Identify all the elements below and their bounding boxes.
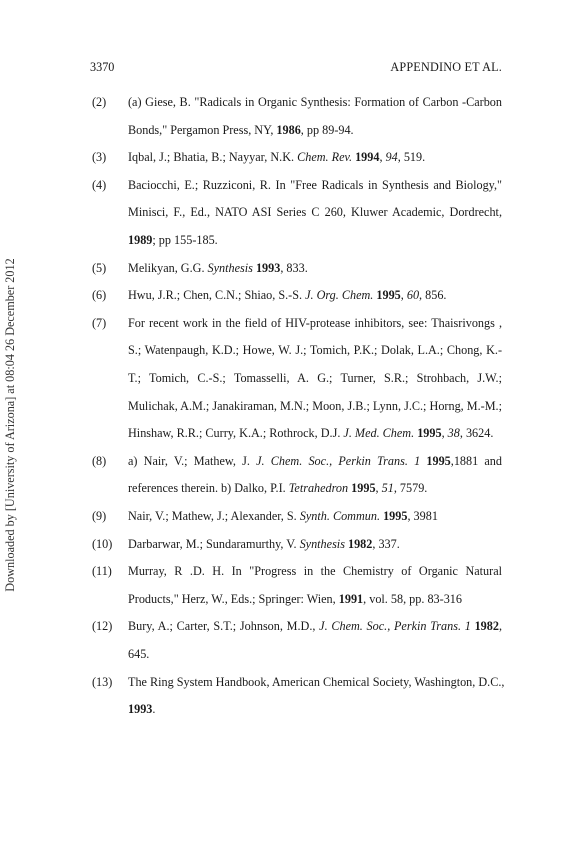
reference-line: [128, 592, 462, 607]
year: 1991: [338, 591, 364, 606]
citation-text: Products," Herz, W., Eds.; Springer: Wien,: [128, 591, 339, 606]
reference-number: (12): [92, 619, 113, 634]
reference-number: (13): [92, 674, 113, 689]
reference-line: [128, 233, 218, 248]
citation-text: , 3981: [407, 509, 438, 523]
journal-title: Synthesis: [299, 536, 345, 551]
reference-line: [128, 123, 354, 138]
citation-text: , pp 89-94.: [300, 122, 354, 137]
journal-title: J. Org. Chem.: [305, 288, 374, 303]
reference-line: [128, 481, 427, 496]
citation-text: S.; Watenpaugh, K.D.; Howe, W. J.; Tomich, P.K.; Dolak, L.A.; Chong, K.-: [128, 343, 502, 358]
reference-line: [128, 702, 155, 717]
citation-text: ,: [400, 288, 407, 303]
reference-line: [128, 343, 502, 358]
citation-text: , 7579.: [393, 481, 428, 496]
page-number: 3370: [90, 60, 115, 74]
citation-text: Murray, R .D. H. In "Progress in the Chemistry of Organic Natural: [128, 564, 502, 579]
reference-line: [128, 288, 446, 303]
citation-text: Hwu, J.R.; Chen, C.N.; Shiao, S.-S.: [128, 288, 306, 303]
journal-title: 38: [447, 426, 460, 441]
reference-line: [128, 205, 502, 220]
journal-title: Tetrahedron: [288, 481, 349, 496]
reference-line: [128, 426, 493, 441]
citation-text: Melikyan, G.G.: [128, 260, 208, 275]
reference-line: [128, 674, 505, 690]
citation-text: Nair, V.; Mathew, J.; Alexander, S.: [128, 509, 300, 523]
year: 1995: [383, 509, 408, 523]
year: 1982: [347, 536, 373, 551]
citation-text: , 833.: [280, 260, 308, 275]
reference-number: (5): [92, 260, 107, 275]
reference-number: (7): [92, 315, 107, 330]
journal-title: Synthesis: [207, 260, 253, 275]
reference-line: [128, 509, 438, 524]
year: 1995: [376, 288, 401, 303]
journal-title: J. Chem. Soc., Perkin Trans. 1: [319, 619, 471, 634]
citation-text: Bonds," Pergamon Press, NY,: [128, 122, 277, 137]
citation-text: ,: [441, 426, 448, 441]
reference-number: (9): [92, 509, 107, 523]
reference-line: [128, 150, 425, 165]
reference-line: [128, 371, 502, 386]
page-header: [90, 60, 502, 76]
citation-text: Hinshaw, R.R.; Curry, K.A.; Rothrock, D.J.: [128, 426, 344, 441]
citation-text: T.; Tomich, C.-S.; Tomasselli, A. G.; Turner, S.R.; Strohbach, J.W.;: [128, 371, 502, 385]
reference-number: (10): [92, 536, 113, 551]
citation-text: , vol. 58, pp. 83-316: [363, 591, 462, 606]
year: 1986: [276, 122, 301, 137]
year: 1993: [128, 702, 153, 717]
reference-number: (3): [92, 150, 107, 165]
citation-text: .: [152, 702, 156, 717]
citation-text: ,: [379, 150, 386, 165]
citation-text: Minisci, F., Ed., NATO ASI Series C 260, Kluwer Academic, Dordrecht,: [128, 205, 502, 220]
reference-number: (4): [92, 177, 107, 192]
citation-text: ,1881 and: [450, 453, 502, 468]
year: 1994: [355, 150, 380, 165]
reference-number: (6): [92, 288, 107, 303]
citation-text: ,: [498, 619, 502, 634]
citation-text: Mulichak, A.M.; Janakiraman, M.N.; Moon, J.B.; Lynn, J.C.; Horng, M.-M.;: [128, 398, 502, 413]
citation-text: Iqbal, J.; Bhatia, B.; Nayyar, N.K.: [128, 150, 298, 165]
running-head: APPENDINO ET AL.: [390, 60, 502, 74]
reference-line: [128, 95, 502, 110]
reference-line: [128, 399, 502, 414]
citation-text: ,: [375, 481, 382, 496]
reference-line: [128, 564, 502, 579]
citation-text: (a) Giese, B. "Radicals in Organic Synthesis: Formation of Carbon -Carbon: [128, 95, 502, 109]
journal-title: J. Med. Chem.: [343, 426, 415, 441]
citation-text: , 3624.: [459, 426, 494, 441]
reference-line: [128, 261, 308, 276]
journal-title: J. Chem. Soc., Perkin Trans. 1: [256, 453, 421, 468]
year: 1995: [351, 481, 376, 496]
reference-line: [128, 178, 502, 193]
journal-title: 60: [406, 288, 420, 303]
journal-title: Chem. Rev.: [297, 150, 353, 165]
journal-title: 94: [385, 150, 398, 165]
year: 1995: [417, 426, 442, 441]
year: 1995: [426, 453, 451, 468]
reference-number: (11): [92, 564, 112, 579]
reference-line: [128, 619, 502, 634]
year: 1989: [128, 233, 153, 247]
reference-line: [128, 454, 502, 469]
year: 1993: [255, 260, 281, 275]
reference-line: [128, 316, 502, 331]
citation-text: a) Nair, V.; Mathew, J.: [128, 453, 257, 468]
citation-text: 645.: [128, 647, 150, 661]
reference-number: (2): [92, 95, 107, 109]
reference-line: [128, 647, 149, 662]
citation-text: , 856.: [419, 288, 447, 303]
citation-text: For recent work in the field of HIV-protease inhibitors, see: Thaisrivongs ,: [128, 315, 502, 330]
reference-line: [128, 537, 400, 552]
citation-text: Bury, A.; Carter, S.T.; Johnson, M.D.,: [128, 619, 320, 634]
journal-title: Synth. Commun.: [299, 509, 381, 523]
citation-text: Darbarwar, M.; Sundaramurthy, V.: [128, 536, 300, 551]
citation-text: , 519.: [397, 150, 426, 165]
citation-text: references therein. b) Dalko, P.I.: [128, 481, 289, 496]
journal-title: 51: [381, 481, 394, 496]
citation-text: , 337.: [372, 536, 400, 551]
year: 1982: [474, 619, 499, 634]
citation-text: The Ring System Handbook, American Chemical Society, Washington, D.C.,: [128, 674, 505, 689]
citation-text: ; pp 155-185.: [152, 233, 218, 247]
download-note: Downloaded by [University of Arizona] at 08:04 26 December 2012: [3, 258, 17, 592]
reference-number: (8): [92, 453, 107, 468]
citation-text: Baciocchi, E.; Ruzziconi, R. In "Free Radicals in Synthesis and Biology,": [128, 177, 502, 192]
